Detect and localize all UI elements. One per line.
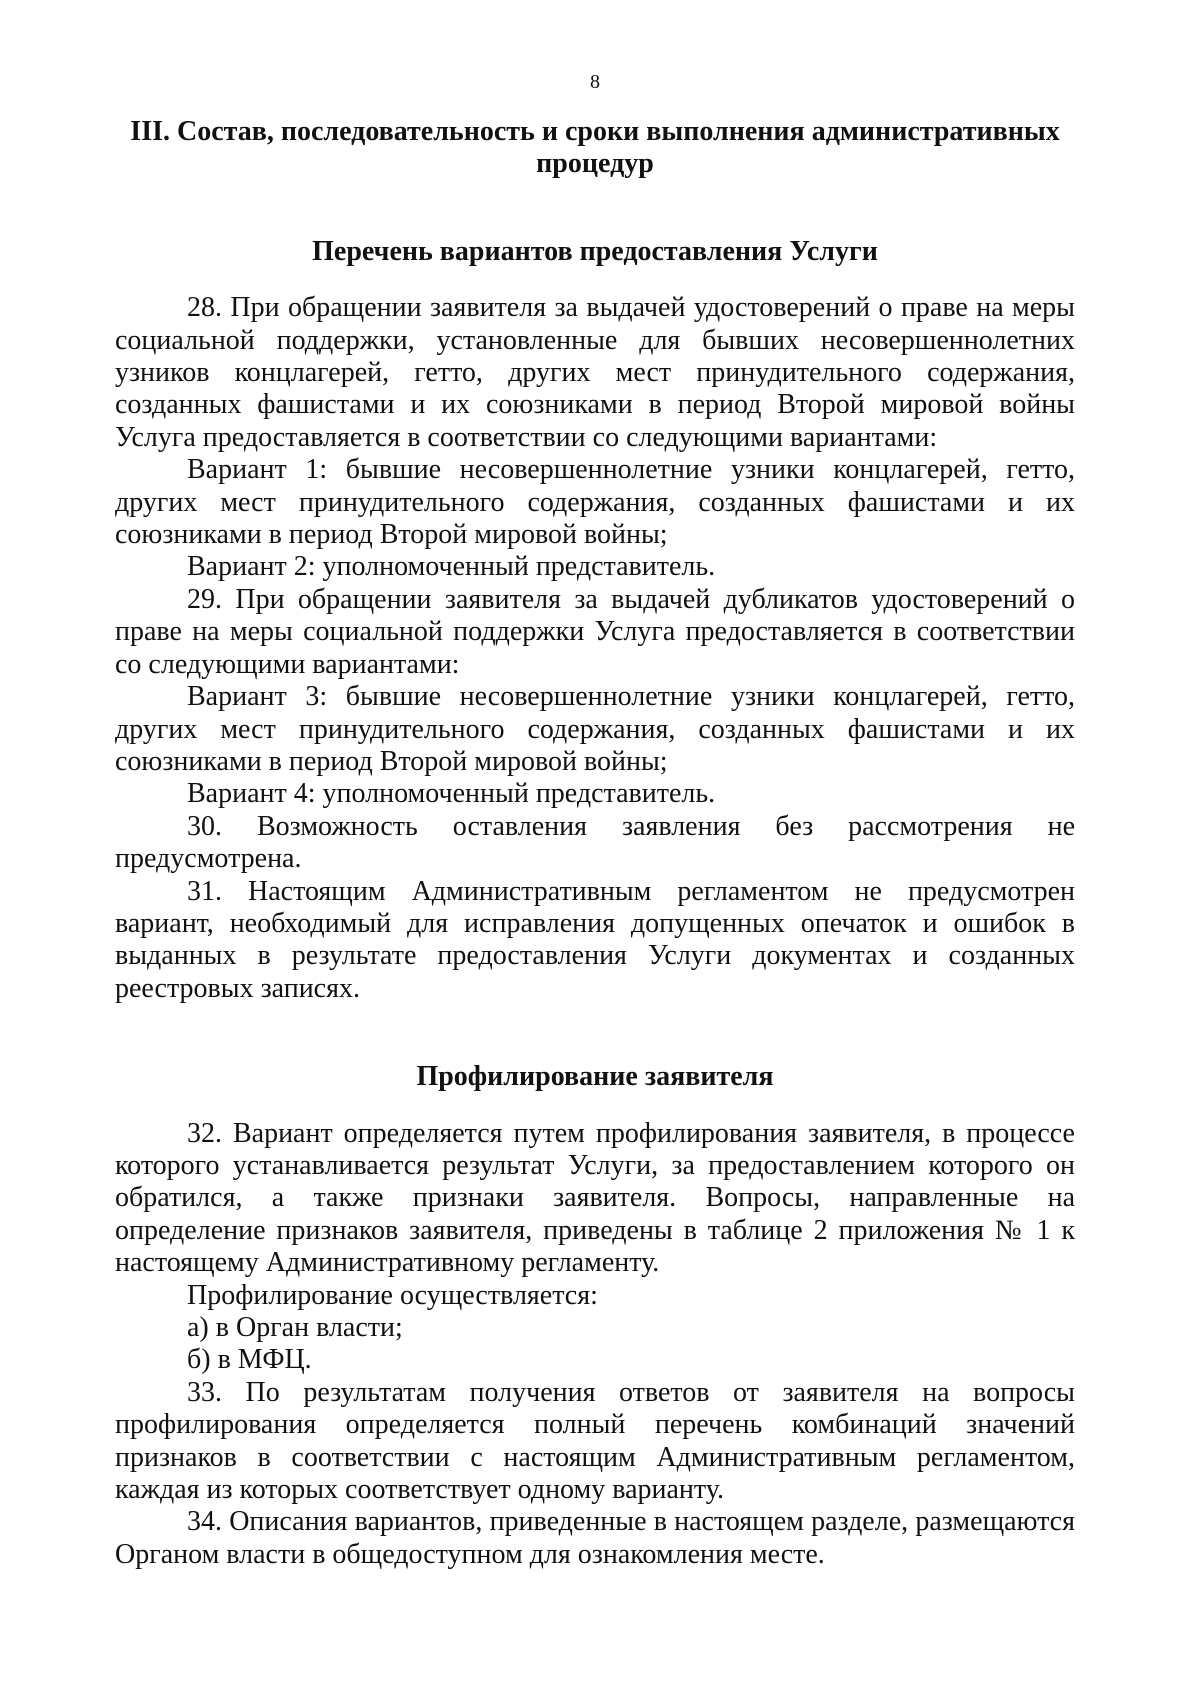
page-number: 8	[590, 71, 600, 93]
paragraph-variant-3: Вариант 3: бывшие несовершеннолетние узники концлагерей, гетто, других мест принудительного содержания, созданных фашистами и их союзниками в период Второй мировой войны;	[115, 681, 1075, 777]
paragraph-34: 34. Описания вариантов, приведенные в настоящем разделе, размещаются Органом власти в общедоступном для ознакомления месте.	[115, 1506, 1075, 1570]
paragraph-28: 28. При обращении заявителя за выдачей удостоверений о праве на меры социальной поддержки, установленные для бывших несовершеннолетних узников концлагерей, гетто, других мест принудительного содержания, созданных фашистами и их союзниками в период Второй мировой войны Услуга предоставляется в соответствии со следующими вариантами:	[115, 292, 1075, 453]
paragraph-variant-1: Вариант 1: бывшие несовершеннолетние узники концлагерей, гетто, других мест принудительного содержания, созданных фашистами и их союзниками в период Второй мировой войны;	[115, 454, 1075, 551]
paragraph-33: 33. По результатам получения ответов от заявителя на вопросы профилирования определяется полный перечень комбинаций значений признаков в соответствии с настоящим Административным регламентом, каждая из которых соответствует одному варианту.	[115, 1376, 1075, 1506]
paragraph-30: 30. Возможность оставления заявления без рассмотрения не предусмотрена.	[115, 810, 1075, 875]
paragraph-profiling-a: а) в Орган власти;	[187, 1312, 403, 1343]
subsection-title-variants: Перечень вариантов предоставления Услуги	[312, 235, 878, 267]
paragraph-31: 31. Настоящим Административным регламентом не предусмотрен вариант, необходимый для исправления допущенных опечаток и ошибок в выданных в результате предоставления Услуги документах и созданных реестровых записях.	[115, 875, 1075, 1004]
paragraph-variant-4: Вариант 4: уполномоченный представитель.	[187, 778, 716, 810]
paragraph-variant-2: Вариант 2: уполномоченный представитель.	[187, 551, 716, 583]
subsection-title-profiling: Профилирование заявителя	[416, 1061, 774, 1093]
section-title: III. Состав, последовательность и сроки выполнения административных процедур	[130, 116, 1060, 180]
paragraph-29: 29. При обращении заявителя за выдачей дубликатов удостоверений о праве на меры социальной поддержки Услуга предоставляется в соответствии со следующими вариантами:	[115, 583, 1075, 680]
paragraph-profiling-b: б) в МФЦ.	[187, 1344, 312, 1376]
paragraph-32: 32. Вариант определяется путем профилирования заявителя, в процессе которого устанавливается результат Услуги, за предоставлением которого он обратился, а также признаки заявителя. Вопросы, направленные на определение признаков заявителя, приведены в таблице 2 приложения № 1 к настоящему Административному регламенту.	[115, 1117, 1075, 1279]
paragraph-profiling-intro: Профилирование осуществляется:	[187, 1279, 598, 1311]
